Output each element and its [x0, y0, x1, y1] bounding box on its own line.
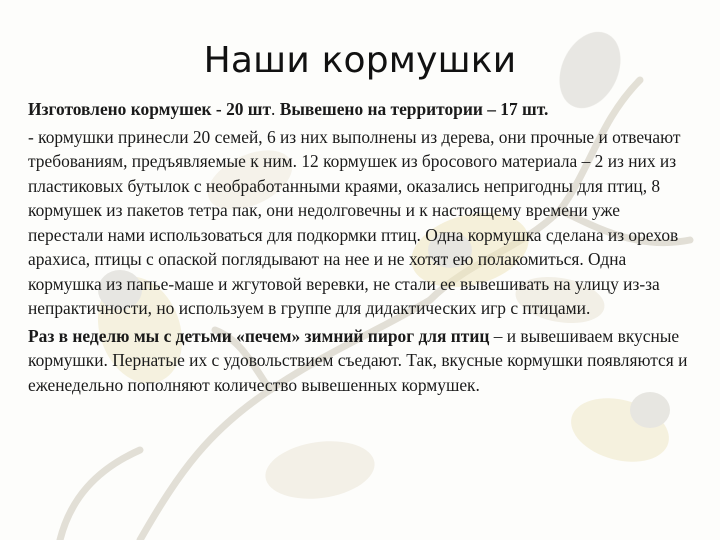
slide-title: Наши кормушки: [203, 40, 517, 81]
separator-text: .: [271, 99, 280, 119]
weekly-pie-text: – и вывешиваем вкусные кормушки. Пернатые их с удовольствием съедают. Так, вкусные кормушки появляются и еженедельно пополняют количество вывешенных кормушек.: [28, 325, 688, 395]
paragraph-summary: [28, 97, 692, 122]
paragraph-weekly-pie: [28, 324, 692, 398]
weekly-pie-lead: Раз в неделю мы с детьми «печем» зимний пирог для птиц: [28, 325, 490, 346]
hung-count-text: Вывешено на территории – 17 шт.: [279, 99, 549, 119]
made-count-text: Изготовлено кормушек - 20 шт: [28, 99, 272, 119]
paragraph-details: - кормушки принесли 20 семей, 6 из них выполнены из дерева, они прочные и отвечают требованиям, предъявляемые к ним. 12 кормушек из бросового материала – 2 из них из пластиковых бутылок с необработанными краями, оказались непригодны для птиц, 8 кормушек из пакетов тетра пак, они недолговечны и к настоящему времени уже перестали нами использоваться для подкормки птиц. Одна кормушка сделана из орехов арахиса, птицы с опаской поглядывают на нее и не хотят ею полакомиться. Одна кормушка из папье-маше и жгутовой веревки, не стали ее вывешивать на улицу из-за непрактичности, но используем в группе для дидактических игр с птицами.: [28, 126, 681, 318]
slide-body: [28, 97, 692, 400]
